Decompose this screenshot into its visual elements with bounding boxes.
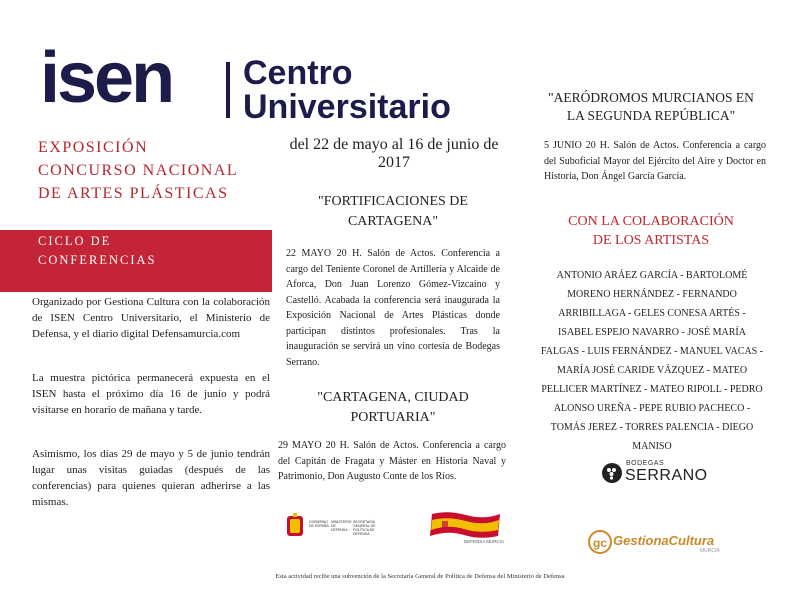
cart-title-line1: "CARTAGENA, CIUDAD xyxy=(317,390,469,405)
grapes-icon xyxy=(602,462,622,484)
gestiona-cultura-icon xyxy=(588,530,612,554)
cart-title-line2: PORTUARIA" xyxy=(350,410,436,425)
spain-flag-icon xyxy=(428,510,504,540)
visits-paragraph: Asimismo, los días 29 de mayo y 5 de junio tendrán lugar unas visitas guiadas (después de las conferencias) para quienes quieran adherirse a las mismas. xyxy=(32,448,270,508)
exposition-title xyxy=(38,136,238,205)
expo-line1: EXPOSICIÓN xyxy=(38,139,149,156)
centro-universitario-logo xyxy=(243,56,451,124)
logo-centro-line1: Centro xyxy=(243,54,353,92)
gov-line1: GOBIERNO DE ESPAÑA xyxy=(309,520,329,528)
aero-title-line2: LA SEGUNDA REPÚBLICA" xyxy=(566,108,736,123)
flag-caption: DEFENSA MURCIA xyxy=(464,539,505,544)
ciclo-line2: CONFERENCIAS xyxy=(38,253,157,267)
event-dates: del 22 de mayo al 16 de junio de 2017 xyxy=(289,136,499,171)
ciclo-line1: CICLO DE xyxy=(38,234,112,248)
exhibition-paragraph: La muestra pictórica permanecerá expuesta en el ISEN hasta el próximo día 16 de junio y podrá visitarse en horario de mañana y tarde. xyxy=(32,372,270,416)
bodegas-label: BODEGAS xyxy=(626,460,665,467)
serrano-logo-text: SERRANO xyxy=(625,467,708,484)
gestiona-cultura-sub: MURCIA xyxy=(700,548,720,554)
fortificaciones-text: 22 MAYO 20 H. Salón de Actos. Conferencia a cargo del Teniente Coronel de Artillería y Alcaide de Aforca, Don Juan Lorenzo Gómez-Vizcaíno y Castelló. Acabada la conferencia será inaugurada la Exposición Nacional de Artes Plásticas donde participan distintos profesionales. Tras la inauguración se servirá un vino cortesía de Bodegas Serrano. xyxy=(286,248,500,368)
aero-title-line1: "AERÓDROMOS MURCIANOS EN xyxy=(548,90,754,105)
svg-text:gc: gc xyxy=(593,536,608,550)
artists-list: ANTONIO ARÁEZ GARCÍA - BARTOLOMÉ MORENO HERNÁNDEZ - FERNANDO ARRIBILLAGA - GELES CONESA ARTÉS - ISABEL ESPEJO NAVARRO - JOSÉ MARÍA FALGAS - LUIS FERNÁNDEZ - MANUEL VACAS - MARÍA JOSÉ CARIDE VÁZQUEZ - MATEO PELLICER MARTÍNEZ - MATEO RIPOLL - PEDRO ALONSO UREÑA - PEPE RUBIO PACHECO - TOMÁS JEREZ - TORRES PALENCIA - DIEGO MANISO xyxy=(540,270,764,452)
gov-line2: MINISTERIO DE DEFENSA xyxy=(331,520,352,532)
subsidy-footer: Esta actividad recibe una subvención de la Secretaría General de Política de Defensa del Ministerio de Defensa xyxy=(275,573,565,580)
expo-line2: CONCURSO NACIONAL xyxy=(38,162,239,179)
aerodromos-text: 5 JUNIO 20 H. Salón de Actos. Conferencia a cargo del Suboficial Mayor del Ejército del Aire y Doctor en Historia, Don Ángel García García. xyxy=(544,140,766,182)
logo-centro-line2: Universitario xyxy=(243,88,451,126)
intro-paragraph: Organizado por Gestiona Cultura con la colaboración de ISEN Centro Universitario, el Ministerio de Defensa, y el diario digital Defensamurcia.com xyxy=(32,296,270,340)
fort-title-line1: "FORTIFICACIONES DE xyxy=(318,194,468,209)
expo-line3: DE ARTES PLÁSTICAS xyxy=(38,185,229,202)
gobierno-espana-logo xyxy=(285,512,377,542)
fortificaciones-title xyxy=(284,192,502,232)
cartagena-text: 29 MAYO 20 H. Salón de Actos. Conferencia a cargo del Capitán de Fragata y Máster en Historia Naval y Patrimonio, Don Augusto Conte de los Ríos. xyxy=(278,440,506,482)
ciclo-title xyxy=(38,232,156,270)
logo-divider xyxy=(226,62,230,118)
collab-line2: DE LOS ARTISTAS xyxy=(592,233,710,248)
collaboration-title xyxy=(548,212,754,250)
aerodromos-title xyxy=(542,89,760,125)
coat-of-arms-icon xyxy=(285,512,305,540)
gov-line3: SECRETARÍA GENERAL DE POLÍTICA DE DEFENSA xyxy=(353,520,376,536)
isen-logo: isen xyxy=(40,38,173,118)
cartagena-title xyxy=(284,388,502,428)
collab-line1: CON LA COLABORACIÓN xyxy=(568,214,734,229)
fort-title-line2: CARTAGENA" xyxy=(347,214,439,229)
gestiona-cultura-logo-text: GestionaCultura xyxy=(613,533,715,548)
defensa-murcia-flag-logo xyxy=(428,510,504,546)
